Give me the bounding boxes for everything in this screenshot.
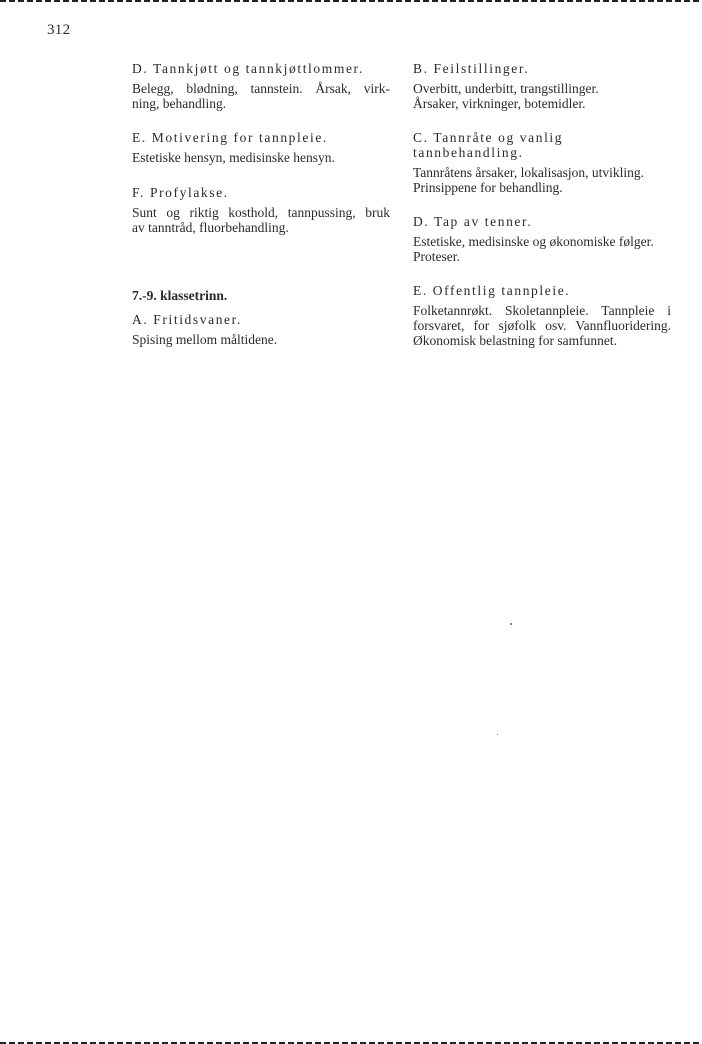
section-heading: B. Feilstillinger. [413, 61, 530, 76]
section-text-line: Spising mellom måltidene. [132, 332, 278, 347]
section-heading: D. Tap av tenner. [413, 214, 533, 229]
section-e-motivation [132, 130, 390, 165]
section-text-line: Folketannrøkt. Skoletannpleie. Tannpleie i [413, 303, 671, 318]
section-c-caries [413, 130, 671, 195]
section-f-prophylaxis [132, 185, 390, 235]
section-text-line: Årsaker, virkninger, botemidler. [413, 96, 586, 111]
section-heading-continued: tannbehandling. [413, 145, 524, 160]
scan-speck [510, 623, 512, 625]
section-heading: A. Fritidsvaner. [132, 312, 242, 327]
section-a-leisure [132, 312, 390, 347]
section-text-line: Sunt og riktig kosthold, tannpussing, bruk [132, 205, 390, 220]
section-text-line: Estetiske hensyn, medisinske hensyn. [132, 150, 335, 165]
section-text-line: Overbitt, underbitt, trangstillinger. [413, 81, 599, 96]
section-heading: D. Tannkjøtt og tannkjøttlommer. [132, 61, 364, 76]
section-text-line: Proteser. [413, 249, 460, 264]
section-text-line: Estetiske, medisinske og økonomiske følger. [413, 234, 654, 249]
left-column [132, 61, 390, 347]
section-text-line: Belegg, blødning, tannstein. Årsak, virk- [132, 81, 390, 96]
right-column [413, 61, 671, 348]
section-text-line: av tanntråd, fluorbehandling. [132, 220, 289, 235]
section-heading: F. Profylakse. [132, 185, 229, 200]
section-text-line: Tannråtens årsaker, lokalisasjon, utvikling. [413, 165, 644, 180]
section-text-line: Prinsippene for behandling. [413, 180, 563, 195]
section-b-malocclusion [413, 61, 671, 111]
section-heading: E. Motivering for tannpleie. [132, 130, 328, 145]
section-e-public-dental-care [413, 283, 671, 348]
section-text-line: forsvaret, for sjøfolk osv. Vannfluoridering. [413, 318, 671, 333]
scan-speck [497, 734, 498, 735]
grade-title: 7.-9. klassetrinn. [132, 288, 228, 303]
section-d-tooth-loss [413, 214, 671, 264]
section-d-gums [132, 61, 390, 111]
page-edge-top [0, 0, 702, 2]
page-number: 312 [47, 22, 71, 38]
section-text-line: Økonomisk belastning for samfunnet. [413, 333, 617, 348]
section-text-line: ning, behandling. [132, 96, 227, 111]
section-heading: C. Tannråte og vanlig [413, 130, 564, 145]
section-heading: E. Offentlig tannpleie. [413, 283, 571, 298]
